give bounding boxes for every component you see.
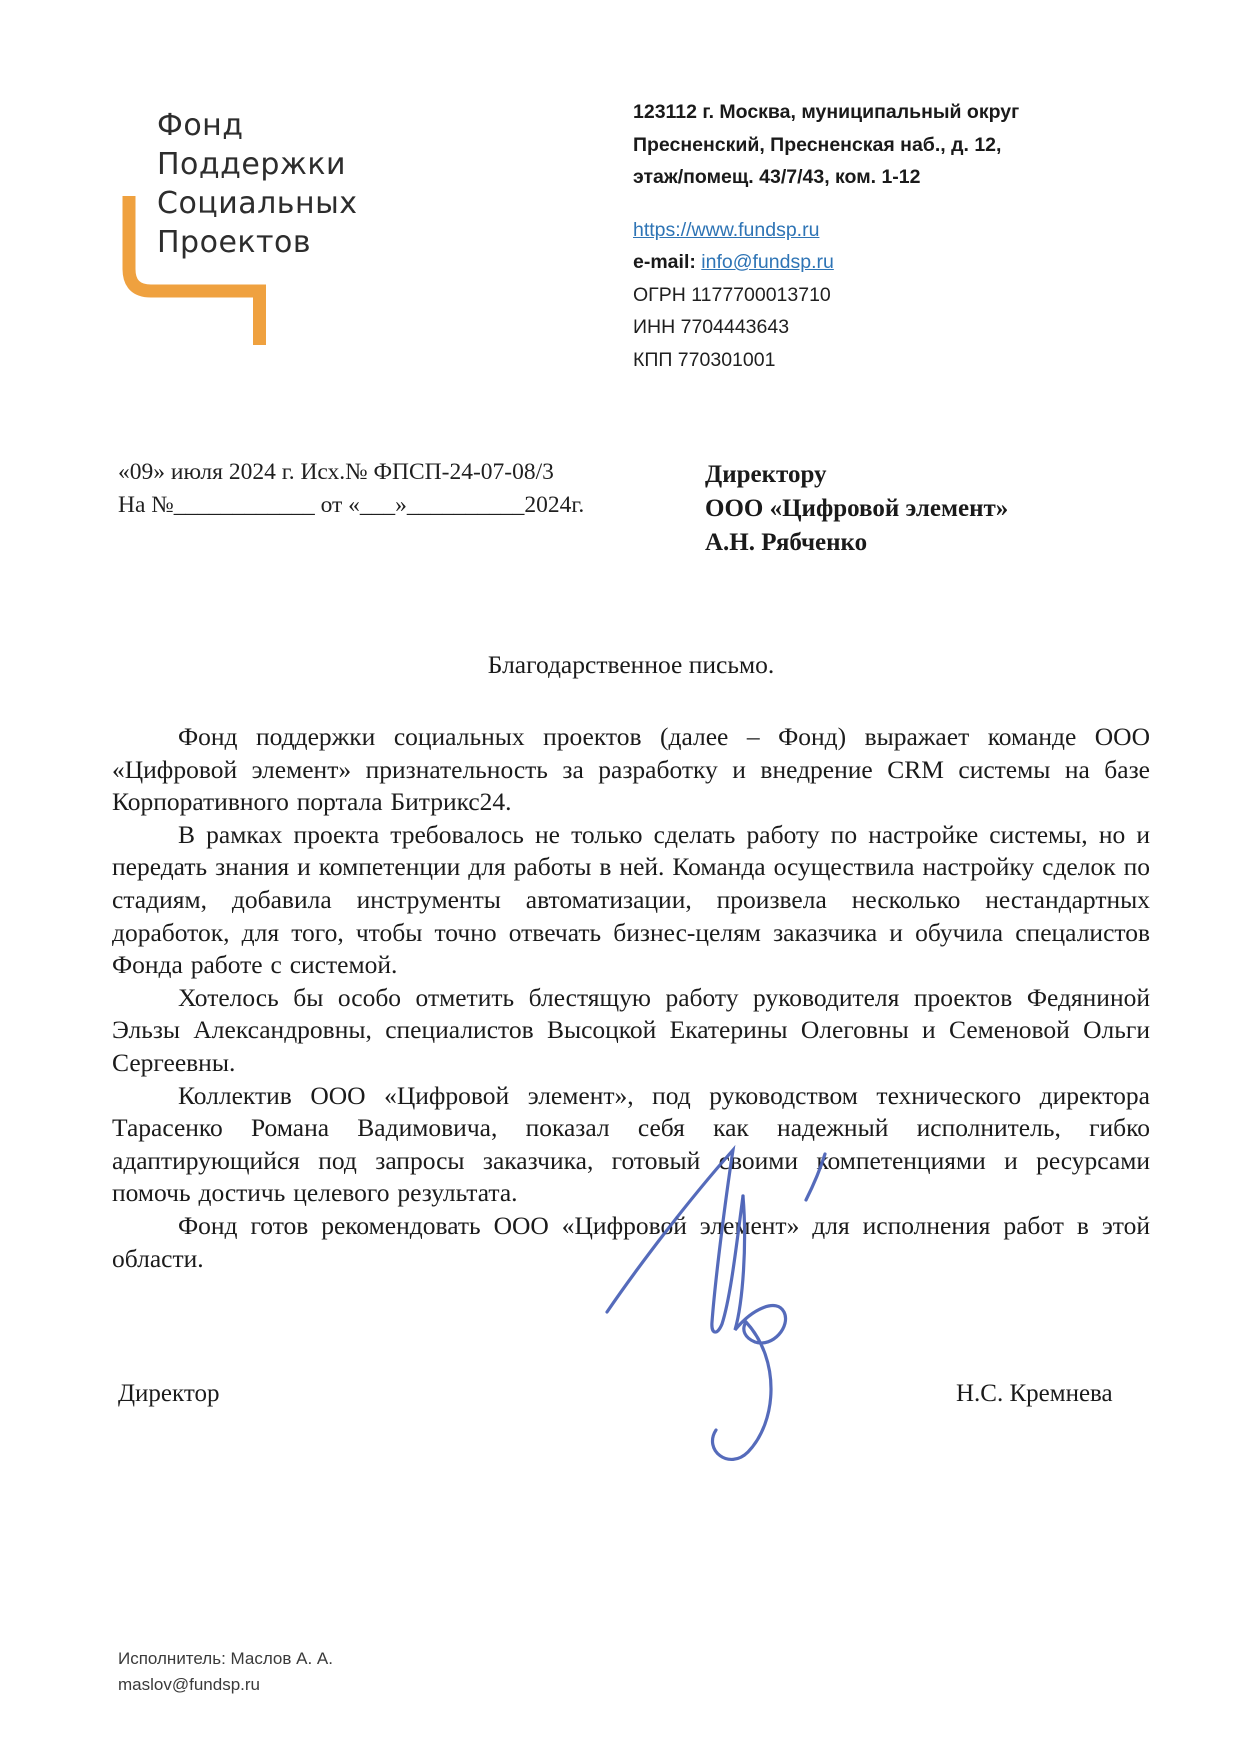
letter-paragraph: Фонд готов рекомендовать ООО «Цифровой элемент» для исполнения работ в этой области. <box>112 1210 1150 1273</box>
logo-line: Проектов <box>157 225 312 260</box>
executor-email: maslov@fundsp.ru <box>118 1675 260 1694</box>
email-link[interactable]: info@fundsp.ru <box>701 251 834 273</box>
email-label: e-mail: <box>633 251 696 273</box>
logo-line: Социальных <box>157 186 358 221</box>
logo-line: Поддержки <box>157 147 347 182</box>
signoff-name: Н.С. Кремнева <box>956 1380 1113 1407</box>
recipient-company: ООО «Цифровой элемент» <box>705 495 1009 522</box>
reference-block <box>118 456 584 522</box>
outgoing-number-line: «09» июля 2024 г. Исх.№ ФПСП-24-07-08/3 <box>118 459 554 485</box>
kpp-line: КПП 770301001 <box>633 348 776 371</box>
org-logo-text <box>157 106 358 262</box>
recipient-name: А.Н. Рябченко <box>705 529 868 556</box>
recipient-position: Директору <box>705 461 827 488</box>
address-line: Пресненский, Пресненская наб., д. 12, <box>633 133 1002 156</box>
incoming-number-line: На №____________ от «___»__________2024г. <box>118 492 585 518</box>
letter-paragraph: Фонд поддержки социальных проектов (далее – Фонд) выражает команде ООО «Цифровой элемент» признательность за разработку и внедрение CRM системы на базе Корпоративного портала Битрикс24. <box>112 722 1150 817</box>
signoff-role: Директор <box>118 1380 220 1407</box>
executor-block <box>118 1646 333 1698</box>
letter-paragraph: Коллектив ООО «Цифровой элемент», под руководством технического директора Тарасенко Романа Вадимовича, показал себя как надежный исполнитель, гибко адаптирующийся под запросы заказчика, готовый своими компетенциями и ресурсами помочь достичь целевого результата. <box>112 1080 1150 1208</box>
handwritten-signature-icon <box>585 1140 865 1475</box>
letter-paragraph: Хотелось бы особо отметить блестящую работу руководителя проектов Федяниной Эльзы Александровны, специалистов Высоцкой Екатерины Олеговны и Семеновой Ольги Сергеевны. <box>112 982 1150 1077</box>
website-link[interactable]: https://www.fundsp.ru <box>633 218 820 241</box>
address-line: 123112 г. Москва, муниципальный округ <box>633 101 1020 123</box>
executor-line: Исполнитель: Маслов А. А. <box>118 1649 333 1668</box>
recipient-block <box>705 458 1008 560</box>
letterhead-contacts <box>633 96 1019 376</box>
letter-paragraph: В рамках проекта требовалось не только сделать работу по настройке системы, но и передать знания и компетенции для работы в ней. Команда осуществила настройку сделок по стадиям, добавила инструменты автоматизации, произвела несколько нестандартных доработок, для того, чтобы точно отвечать бизнес-целям заказчика и обучила спецалистов Фонда работе с системой. <box>112 819 1150 980</box>
spacer <box>633 194 1019 214</box>
letter-title: Благодарственное письмо. <box>487 650 775 679</box>
address-line: этаж/помещ. 43/7/43, ком. 1-12 <box>633 166 921 188</box>
logo-line: Фонд <box>157 108 244 143</box>
inn-line: ИНН 7704443643 <box>633 316 790 338</box>
ogrn-line: ОГРН 1177700013710 <box>633 283 831 306</box>
